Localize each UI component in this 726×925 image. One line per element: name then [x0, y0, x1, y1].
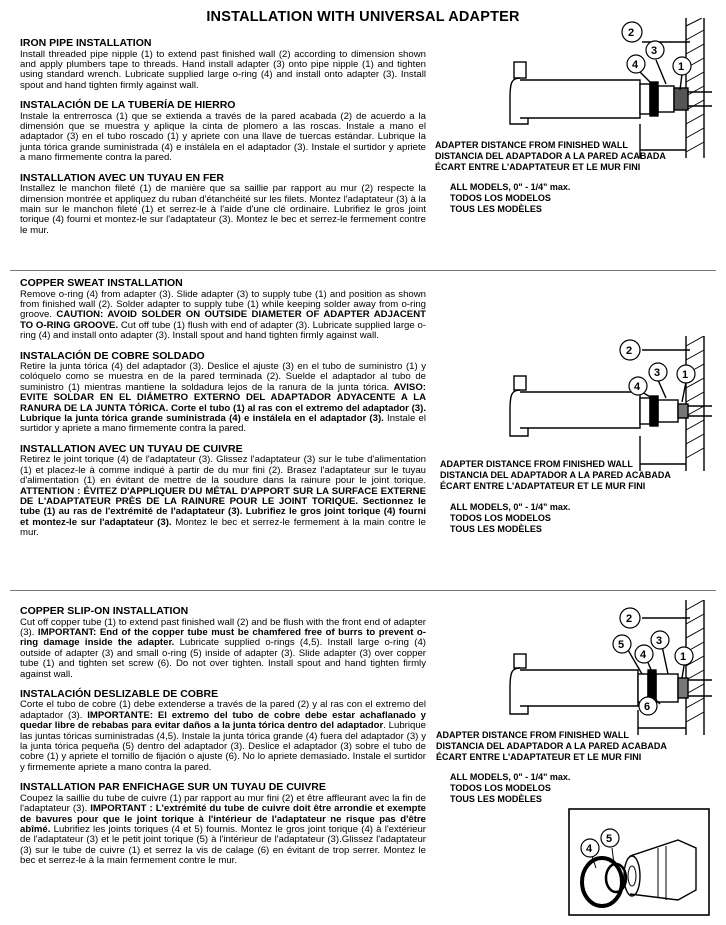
callout-label: 1 — [680, 651, 687, 663]
callout-label: 3 — [651, 45, 658, 57]
section-heading: INSTALACIÓN DE LA TUBERÍA DE HIERRO — [20, 99, 236, 112]
instruction-paragraph: Remove o-ring (4) from adapter (3). Slide adapter (3) to supply tube (1) and position as shown from finished wall (2). Solder adapter to supply tube (1) while keeping solder away from o-ring groove. CAUTION: AVOID SOLDER ON OUTSIDE DIAMETER OF ADAPTER ADJACENT TO O-RING GROOVE. Cut off tube (1) flush with end of adapter (3). Lubricate supplied large o-ring (4) and install onto adapter (3). Install spout and hand tighten firmly against wall. — [20, 288, 426, 342]
section-heading: INSTALLATION AVEC UN TUYAU EN FER — [20, 171, 224, 184]
section-heading: INSTALACIÓN DESLIZABLE DE COBRE — [20, 687, 219, 700]
instruction-text — [20, 278, 426, 548]
instruction-paragraph: Retire la junta tórica (4) del adaptador (3). Deslice el ajuste (3) en el tubo de suministro (1) y colóquelo como se muestra en de la pared terminada (2). Suelde el adaptador al tubo de suministro (1) mientras mantiene la soldadura lejos de la ranura de la junta tórica. AVISO: EVITE SOLDAR EN EL DIÁMETRO EXTERNO DEL ADAPTADOR ADYACENTE A LA RANURA DE LA JUNTA TÓRICA. Corte el tubo (1) al ras con el extremo del adaptador (3). Lubrique la junta tórica grande suministrada (4) e instálela en el adaptador (3). Instale el surtidor y apriete a mano firmemente contra la pared. — [20, 361, 426, 435]
section-heading: COPPER SWEAT INSTALLATION — [20, 277, 183, 289]
callout-label: 5 — [606, 833, 613, 845]
callout-label: 5 — [618, 639, 625, 651]
instruction-paragraph: Install threaded pipe nipple (1) to extend past finished wall (2) according to dimension shown and apply plumbers tape to threads. Hand install adapter (3) onto pipe nipple (1) and tighten using standard wrench. Lubricate supplied large o-ring (4) and install onto adapter (3). Install spout and hand tighten firmly against wall. — [20, 48, 426, 91]
copper-sweat-diagram — [490, 336, 720, 476]
o-ring-detail-inset — [568, 808, 710, 916]
instruction-paragraph: Coupez la saillie du tube de cuivre (1) par rapport au mur fini (2) et être affleurant avec la fin de l'adaptateur (3). IMPORTANT : L'extrémité du tube de cuivre doit être arrondie et exempte de bavures pour que le joint torique à l'intérieur de l'adaptateur ne risque pas d'être abîmé. Lubrifiez les joints toriques (4 et 5) fournis. Montez le gros joint torique (4) à l'extérieur de l'adaptateur (3) et le petit joint torique (5) à l'intérieur de l'adaptateur (3).Glissez l'adaptateur (3) sur le tube de cuivre (1) et serrez la vis de calage (6) en évitant de trop serrer. Montez le bec et serrez-le à la main fermement contre le mur. — [20, 792, 426, 867]
adapter-distance-caption: ADAPTER DISTANCE FROM FINISHED WALL DISTANCIA DEL ADAPTADOR A LA PARED ACABADA ÉCART ENTRE L'ADAPTATEUR ET LE MUR FINI — [436, 730, 667, 762]
models-note: ALL MODELS, 0" - 1/4" max. TODOS LOS MODELOS TOUS LES MODÈLES — [450, 772, 571, 804]
callout-label: 1 — [678, 61, 685, 73]
callout-label: 6 — [644, 701, 651, 713]
callout-label: 4 — [640, 649, 647, 661]
section-heading: INSTALLATION PAR ENFICHAGE SUR UN TUYAU DE CUIVRE — [20, 781, 326, 794]
adapter-distance-caption: ADAPTER DISTANCE FROM FINISHED WALL DISTANCIA DEL ADAPTADOR A LA PARED ACABADA ÉCART ENTRE L'ADAPTATEUR ET LE MUR FINI — [435, 140, 666, 172]
section-heading: COPPER SLIP-ON INSTALLATION — [20, 605, 189, 617]
instruction-text — [20, 38, 426, 245]
adapter-distance-caption: ADAPTER DISTANCE FROM FINISHED WALL DISTANCIA DEL ADAPTADOR A LA PARED ACABADA ÉCART ENTRE L'ADAPTATEUR ET LE MUR FINI — [440, 459, 671, 491]
callout-label: 4 — [586, 843, 593, 855]
section-divider — [10, 270, 716, 271]
callout-label: 2 — [626, 345, 633, 357]
section-heading: INSTALACIÓN DE COBRE SOLDADO — [20, 349, 205, 362]
callout-label: 3 — [654, 367, 661, 379]
section-divider — [10, 590, 716, 591]
callout-label: 2 — [626, 613, 633, 625]
callout-label: 4 — [632, 59, 639, 71]
instruction-paragraph: Instale la entrerrosca (1) que se extienda a través de la pared acabada (2) de acuerdo a la dimensión que se muestra y aplique la cinta de plomero a las roscas. Instale a mano el adaptador (3) en el tubo roscado (1) y apriete con una llave de tuercas estándar. Lubrique la junta tórica grande suministrada (4) e instálela en el adaptador (3). Instale el surtidor y apriete a mano firmemente contra la pared. — [20, 110, 426, 164]
callout-label: 1 — [682, 369, 689, 381]
page-title: INSTALLATION WITH UNIVERSAL ADAPTER — [206, 9, 520, 25]
instruction-paragraph: Retirez le joint torique (4) de l'adaptateur (3). Glissez l'adaptateur (3) sur le tube d'alimentation (1) et placez-le à comme indiqué à partir de du mur fini (2). Brasez l'adaptateur sur le tuyau d'alimentation (1) en évitant de mettre de la soudure dans la rainure pour le joint torique. ATTENTION : ÉVITEZ D'APPLIQUER DU MÉTAL D'APPORT SUR LA SURFACE EXTERNE DE L'ADAPTATEUR PRÈS DE LA RAINURE POUR LE JOINT TORIQUE. Sectionnez le tube (1) au ras de l'extrémité de l'adaptateur (3). Lubrifiez le gros joint torique (4) fourni et montez-le sur l'adaptateur (3). Montez le bec et serrez-le fermement à la main contre le mur. — [20, 454, 426, 539]
models-note: ALL MODELS, 0" - 1/4" max. TODOS LOS MODELOS TOUS LES MODÈLES — [450, 182, 571, 214]
callout-label: 4 — [634, 381, 641, 393]
callout-label: 2 — [628, 27, 635, 39]
instruction-paragraph: Cut off copper tube (1) to extend past finished wall (2) and be flush with the front end of adapter (3). IMPORTANT: End of the copper tube must be chamfered free of burrs to prevent o-ring damage inside the adapter. Lubricate supplied o-rings (4,5). Install large o-ring (4) outside of adapter (3) and small o-ring (5) inside of adapter (3). Slide adapter (3) over copper tube (1) and tighten set screw (6). Do not over tighten. Install spout and hand tighten firmly against wall. — [20, 616, 426, 680]
models-note: ALL MODELS, 0" - 1/4" max. TODOS LOS MODELOS TOUS LES MODÈLES — [450, 502, 571, 534]
instruction-text — [20, 606, 426, 876]
section-heading: IRON PIPE INSTALLATION — [20, 37, 152, 49]
callout-label: 3 — [656, 635, 663, 647]
instruction-paragraph: Installez le manchon fileté (1) de manière que sa saillie par rapport au mur (2) respecte la dimension montrée et appliquez du ruban d'étanchéité sur les filets. Montez l'adaptateur (3) à la main sur le manchon fileté (1) et serrez-le à l'aide d'une clé ordinaire. Lubrifiez le gros joint torique (4) fourni et montez-le sur l'adaptateur (3). Montez le bec et serrez-le fermement contre le mur. — [20, 183, 426, 236]
copper-slip-on-diagram — [490, 600, 720, 740]
section-heading: INSTALLATION AVEC UN TUYAU DE CUIVRE — [20, 442, 243, 455]
instruction-paragraph: Corte el tubo de cobre (1) debe extenderse a través de la pared (2) y al ras con el extremo del adaptador (3). IMPORTANTE: El extremo del tubo de cobre debe estar achaflanado y quedar libre de rebabas para evitar daños a la junta tórica dentro del adaptador. Lubrique las juntas tóricas suministradas (4,5). Instale la junta tórica grande (4) fuera del adaptador (3) y la junta tórica pequeña (5) dentro del adaptador (3). Deslice el adaptador (3) sobre el tubo de cobre (1) y apriete el tornillo de fijación o ajuste (6). No lo apriete demasiado. Instale el surtidor y firmemente apriete a mano contra la pared. — [20, 699, 427, 773]
